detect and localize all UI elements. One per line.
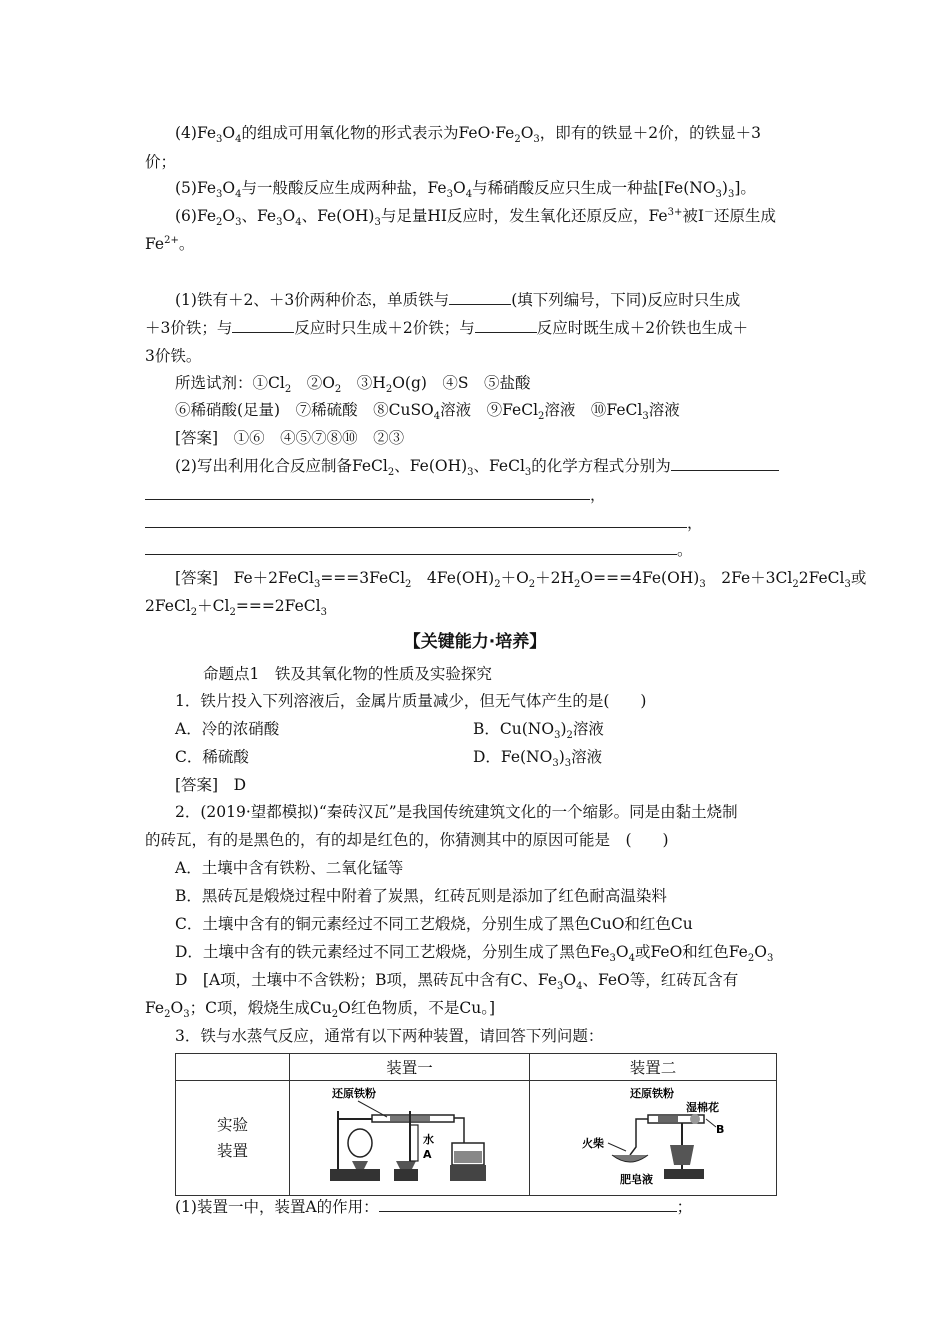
figure-setup1 [290,1081,530,1196]
question2-stem-1: 2．(2019·望都模拟)“秦砖汉瓦”是我国传统建筑文化的一个缩影。同是由黏土烧制 [175,803,738,821]
q2-blank-1[interactable] [671,456,779,471]
fig1-label-a: A [422,1148,432,1161]
q2-blank-4[interactable] [145,540,677,555]
fig2-label-powder: 还原铁粉 [630,1087,674,1100]
figure-setup2 [530,1081,777,1196]
table-row-label: 实验 装置 [176,1081,290,1196]
q2-prompt: (2)写出利用化合反应制备FeCl$_2$、$Fe(OH)_3$、FeCl$_3$的化学方程式分别为 [175,455,779,477]
q2-blank-3[interactable] [145,513,687,528]
question2-option-a: A．土壤中含有铁粉、二氧化锰等 [175,859,404,877]
question1-answer: [答案] D [175,776,247,794]
q2-line3: ， [145,512,703,534]
apparatus-table [175,1053,777,1196]
note-4-line1: $(4)Fe_3O_4$的组成可用氧化物的形式表示为$FeO\cdot Fe_2O_3$，即有的铁显＋2价，的铁显＋3 [175,124,762,146]
q1-reagents-2: ⑥稀硝酸(足量) ⑦稀硫酸 ⑧CuSO$_4$溶液 ⑨FeCl$_2$溶液 ⑩FeCl$_3$溶液 [175,401,680,423]
note-6-line1: $(6)Fe_2O_3$、$Fe_3O_4$、$Fe(OH)_3$与足量HI反应时，发生氧化还原反应，$Fe^{3+}$被I－还原生成 [175,206,776,229]
q1-blank-3[interactable] [475,318,537,333]
q2-line4: 。 [145,539,693,561]
fig2-label-b: B [716,1123,725,1136]
q2-blank-2[interactable] [145,485,590,500]
fig1-label-water: 水 [422,1133,434,1146]
question2-option-c: C．土壤中含有的铜元素经过不同工艺煅烧，分别生成了黑色CuO和红色Cu [175,915,693,933]
fig1-label-powder: 还原铁粉 [331,1087,376,1100]
question3-sub1-blank[interactable] [379,1197,677,1212]
section-heading: 【关键能力·培养】 [403,632,547,652]
q1-blank-1[interactable] [449,290,511,305]
topic-line: 命题点1 铁及其氧化物的性质及实验探究 [203,665,492,683]
q2-answer-2: $2FeCl_2+Cl_2===2FeCl_3$ [145,597,327,619]
fig2-label-soap: 肥皂液 [620,1173,653,1186]
note-4-line2: 价； [145,153,177,171]
fig2-label-cotton: 湿棉花 [686,1101,719,1114]
question3-stem: 3．铁与水蒸气反应，通常有以下两种装置，请回答下列问题： [175,1027,604,1045]
q2-answer-1: [答案] Fe＋2FeCl$_3$===3FeCl$_2$ $4Fe(OH)_2+O_2+2H_2O===4Fe(OH)_3$ $2Fe+3Cl_22FeCl_3$或 [175,569,867,591]
question3-sub1: (1)装置一中，装置A的作用： ； [175,1198,693,1216]
q1-line2: ＋3价铁；与 反应时只生成＋2价铁；与 反应时既生成＋2价铁也生成＋ [145,319,749,337]
question2-stem-2: 的砖瓦，有的是黑色的，有的却是红色的，你猜测其中的原因可能是 ( ) [145,831,669,849]
note-6-line2: $Fe^{2+}$。 [145,234,195,253]
question2-option-b: B．黑砖瓦是煅烧过程中附着了炭黑，红砖瓦则是添加了红色耐高温染料 [175,887,667,905]
q1-blank-2[interactable] [232,318,294,333]
question1-option-a: A．冷的浓硝酸 [175,720,280,738]
question2-option-d: D．土壤中含有的铁元素经过不同工艺煅烧，分别生成了黑色$Fe_3O_4$或FeO和红色$Fe_2O_3$ [175,943,774,965]
table-header-setup2: 装置二 [530,1054,777,1081]
fig2-label-match: 火柴 [582,1137,604,1150]
question2-explanation-1: D [A项，土壤中不含铁粉；B项，黑砖瓦中含有C、$Fe_3O_4$、FeO等，红砖瓦含有 [175,971,739,993]
q1-line3: 3价铁。 [145,347,202,365]
question1-option-d: D．$Fe(NO_3)_3$溶液 [473,748,603,770]
table-header-setup1: 装置一 [290,1054,530,1081]
question2-explanation-2: $Fe_2O_3$；C项，煅烧生成$Cu_2O$红色物质，不是Cu。] [145,999,495,1021]
q1-reagents-1: 所选试剂：$①Cl_2$ $②O_2$ $③H_2O(g)$ ④S ⑤盐酸 [175,374,531,396]
question1-option-c: C．稀硫酸 [175,748,249,766]
q2-line2: ， [145,484,606,506]
note-5: $(5)Fe_3O_4$与一般酸反应生成两种盐，$Fe_3O_4$与稀硝酸反应只生成一种盐$[Fe(NO_3)_3]$。 [175,179,756,201]
question1-stem: 1．铁片投入下列溶液后，金属片质量减少，但无气体产生的是( ) [175,692,647,710]
q1-line1: (1)铁有＋2、＋3价两种价态，单质铁与 (填下列编号，下同)反应时只生成 [175,291,741,309]
q1-answer: [答案] ①⑥ ④⑤⑦⑧⑩ ②③ [175,429,405,447]
question1-option-b: B．$Cu(NO_3)_2$溶液 [473,720,604,742]
